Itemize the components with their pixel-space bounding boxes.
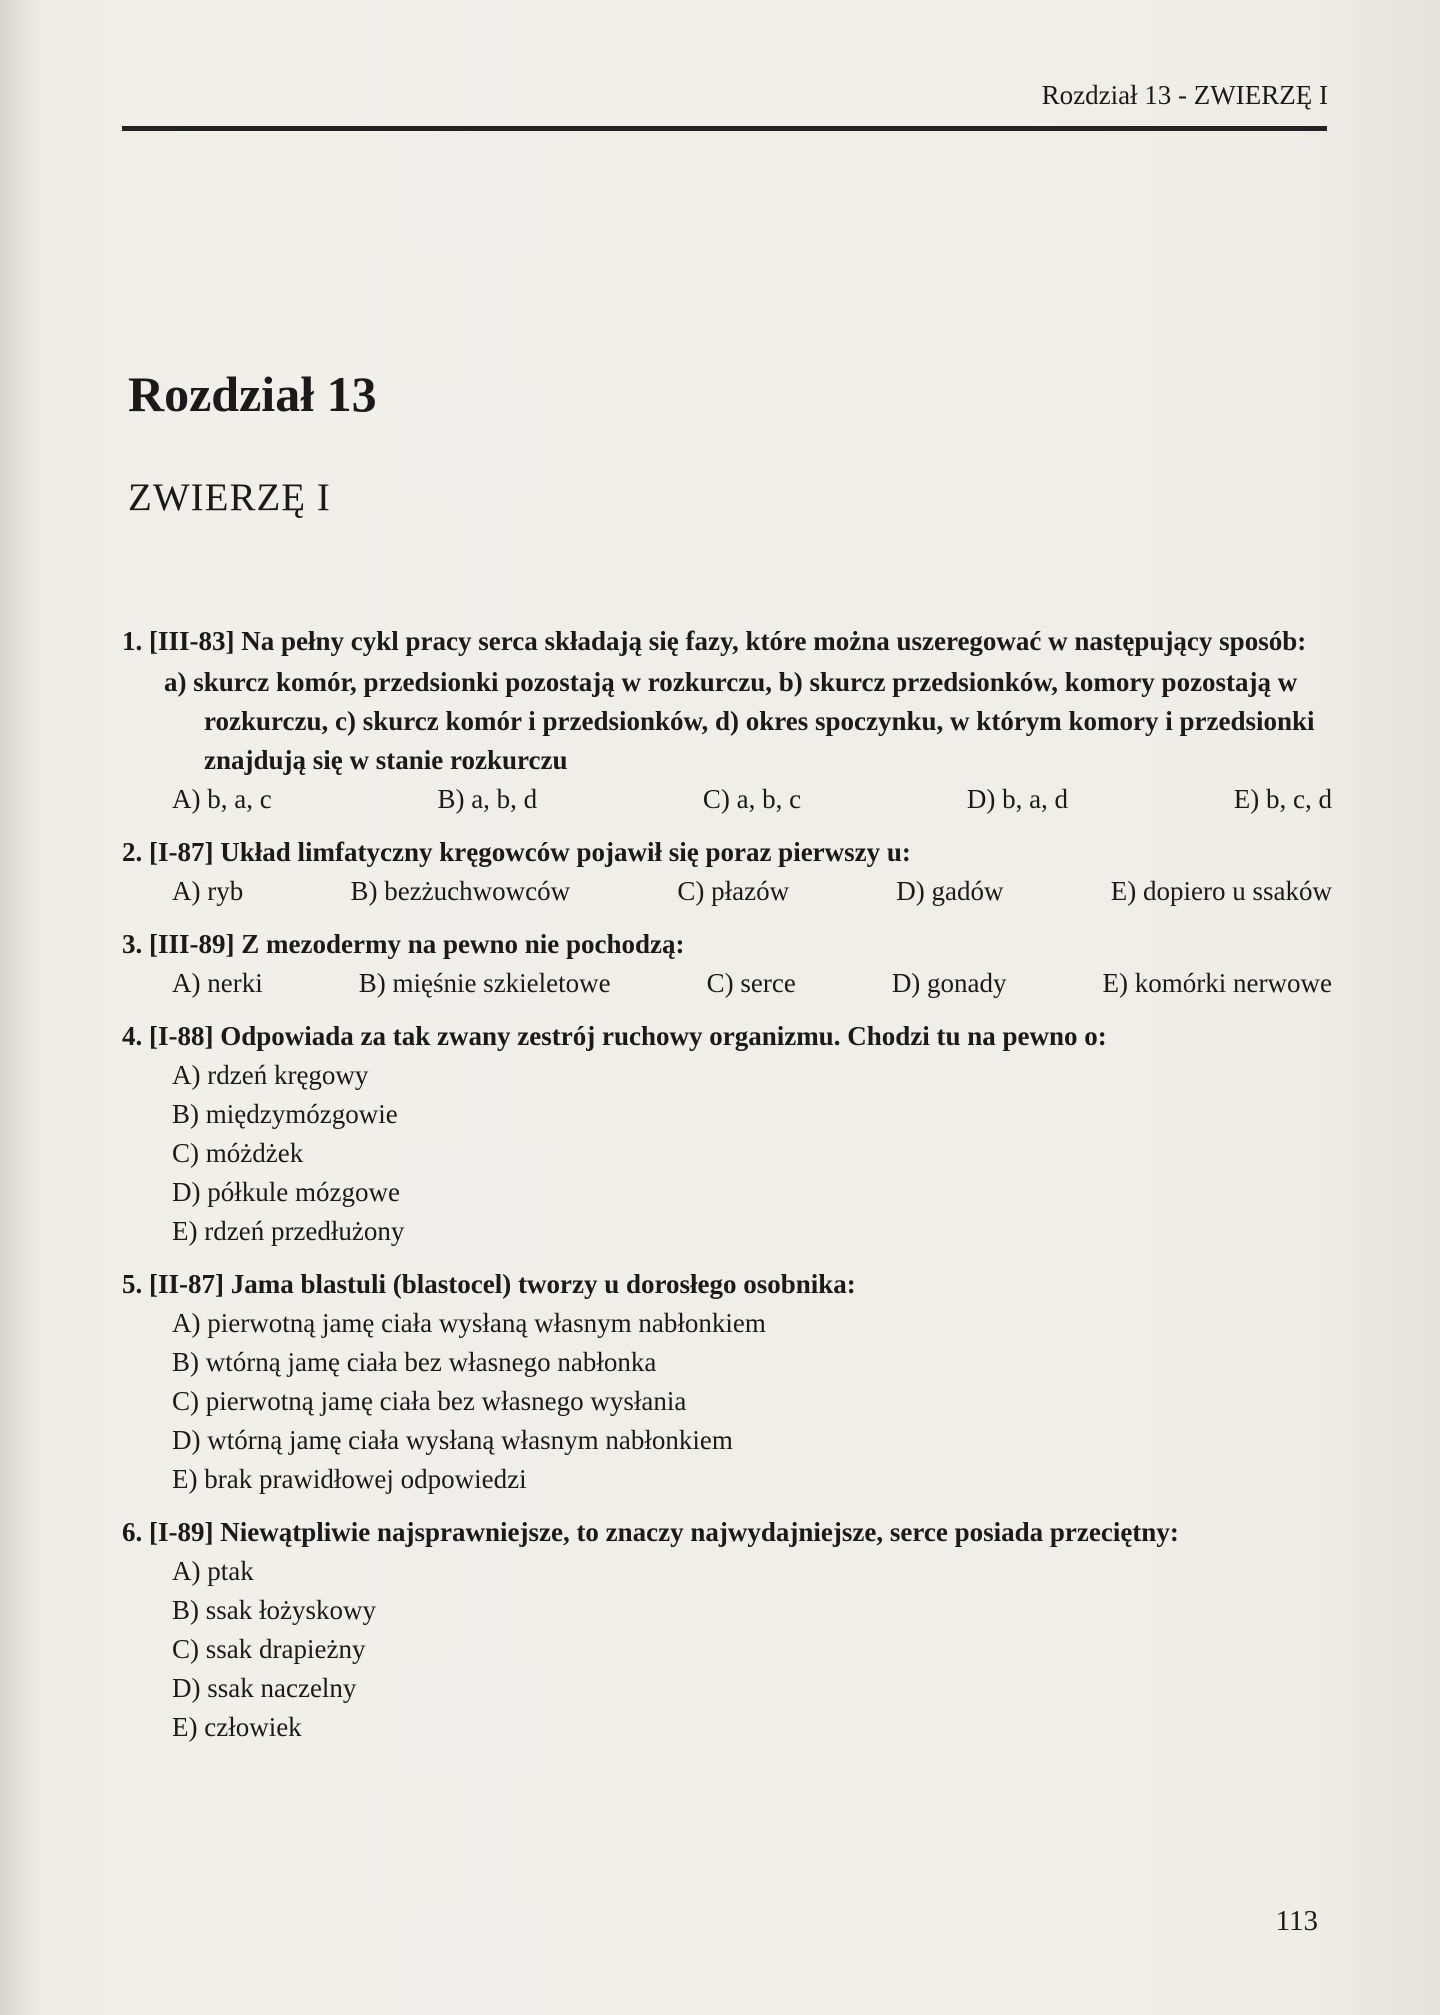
- answer-option: E) komórki nerwowe: [1102, 968, 1332, 998]
- answer-option: B) a, b, d: [437, 784, 538, 814]
- answer-options: [122, 872, 1332, 911]
- question-6: [122, 1513, 1332, 1747]
- question-1: [122, 622, 1332, 819]
- chapter-subtitle: ZWIERZĘ I: [128, 476, 331, 519]
- answer-option: C) ssak drapieżny: [172, 1634, 366, 1664]
- question-list: [122, 622, 1332, 1761]
- answer-option: D) gadów: [896, 876, 1004, 906]
- question-stem: 5. [II-87] Jama blastuli (blastocel) tworzy u dorosłego osobnika:: [122, 1269, 856, 1299]
- header-rule: [122, 126, 1327, 131]
- answer-option: C) płazów: [677, 876, 790, 906]
- answer-option: B) ssak łożyskowy: [172, 1595, 376, 1625]
- page-number: 113: [1275, 1905, 1318, 1937]
- answer-option: A) ptak: [172, 1556, 254, 1586]
- question-stem: 3. [III-89] Z mezodermy na pewno nie pochodzą:: [122, 929, 685, 959]
- question-5: [122, 1265, 1332, 1499]
- running-head: Rozdział 13 - ZWIERZĘ I: [1041, 80, 1328, 110]
- answer-option: A) b, a, c: [172, 784, 272, 814]
- question-stem: 1. [III-83] Na pełny cykl pracy serca składają się fazy, które można uszeregować w następujący sposób:: [122, 626, 1307, 656]
- answer-option: E) rdzeń przedłużony: [172, 1216, 405, 1246]
- question-stem: 4. [I-88] Odpowiada za tak zwany zestrój ruchowy organizmu. Chodzi tu na pewno o:: [122, 1021, 1107, 1051]
- answer-option: C) serce: [706, 968, 796, 998]
- answer-option: D) ssak naczelny: [172, 1673, 357, 1703]
- answer-option: B) mięśnie szkieletowe: [358, 968, 611, 998]
- answer-option: A) rdzeń kręgowy: [172, 1060, 369, 1090]
- answer-option: B) bezżuchwowców: [350, 876, 571, 906]
- answer-options: [122, 1056, 1332, 1251]
- answer-option: E) brak prawidłowej odpowiedzi: [172, 1464, 527, 1494]
- question-3: [122, 925, 1332, 1003]
- answer-option: C) móżdżek: [172, 1138, 304, 1168]
- question-2: [122, 833, 1332, 911]
- answer-option: D) b, a, d: [966, 784, 1069, 814]
- answer-option: B) wtórną jamę ciała bez własnego nabłonka: [172, 1347, 657, 1377]
- answer-option: E) dopiero u ssaków: [1110, 876, 1332, 906]
- answer-option: A) nerki: [172, 968, 263, 998]
- answer-options: [122, 1552, 1332, 1747]
- chapter-title: Rozdział 13: [128, 366, 377, 422]
- answer-options: [122, 780, 1332, 819]
- answer-option: A) ryb: [172, 876, 244, 906]
- answer-option: A) pierwotną jamę ciała wysłaną własnym nabłonkiem: [172, 1308, 766, 1338]
- question-4: [122, 1017, 1332, 1251]
- answer-option: D) gonady: [891, 968, 1007, 998]
- answer-options: [122, 1304, 1332, 1499]
- question-stem: 2. [I-87] Układ limfatyczny kręgowców pojawił się poraz pierwszy u:: [122, 837, 911, 867]
- answer-option: B) międzymózgowie: [172, 1099, 398, 1129]
- question-stem: 6. [I-89] Niewątpliwie najsprawniejsze, to znaczy najwydajniejsze, serce posiada przeciętny:: [122, 1517, 1179, 1547]
- answer-option: E) b, c, d: [1233, 784, 1332, 814]
- answer-option: E) człowiek: [172, 1712, 302, 1742]
- answer-option: D) wtórną jamę ciała wysłaną własnym nabłonkiem: [172, 1425, 733, 1455]
- answer-option: C) a, b, c: [702, 784, 802, 814]
- answer-option: C) pierwotną jamę ciała bez własnego wysłania: [172, 1386, 687, 1416]
- answer-option: D) półkule mózgowe: [172, 1177, 400, 1207]
- question-phases: a) skurcz komór, przedsionki pozostają w rozkurczu, b) skurcz przedsionków, komory pozostają w rozkurczu, c) skurcz komór i przedsionków, d) okres spoczynku, w którym komory i przedsionki znajdują się w stanie rozkurczu: [164, 667, 1315, 775]
- answer-options: [122, 964, 1332, 1003]
